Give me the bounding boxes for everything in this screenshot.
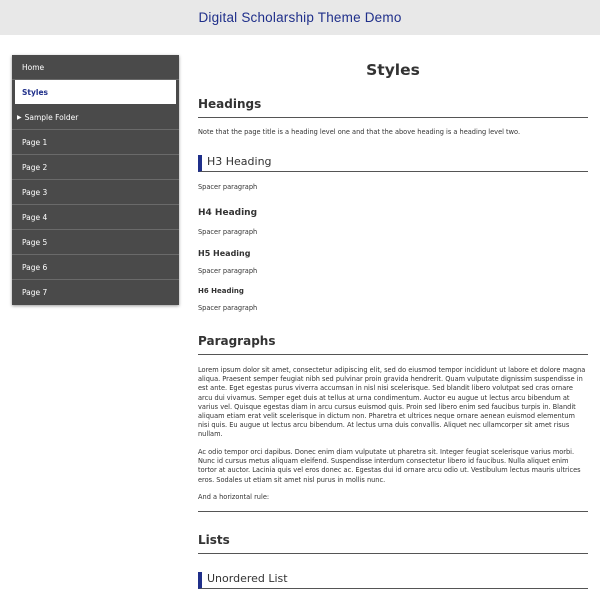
lorem-paragraph-2: Ac odio tempor orci dapibus. Donec enim diam vulputate ut pharetra sit. Integer feugiat scelerisque varius morbi. Nunc id cursus metus aliquam eleifend. Suspendisse interdum consectetur libero id faucibus. Nulla aliquet enim tortor at auctor. Lacinia quis vel eros donec ac. Egestas dui id ornare arcu odio ut. Vestibulum lectus mauris ultrices eros. Sodales ut etiam sit amet nisl purus in mollis nunc.: [198, 448, 581, 484]
h4-heading: H4 Heading: [198, 208, 258, 218]
sidebar-item-label: Styles: [22, 87, 48, 97]
sidebar-item-page-1[interactable]: [12, 130, 179, 155]
sidebar-item-label: Page 5: [22, 237, 48, 247]
sidebar-item-home[interactable]: [12, 55, 179, 80]
sidebar-item-styles[interactable]: [12, 80, 179, 105]
section-heading-paragraphs: Paragraphs: [198, 334, 588, 355]
spacer-paragraph: Spacer paragraph: [198, 267, 258, 275]
site-header: [0, 0, 600, 35]
sidebar-item-sample-folder[interactable]: [12, 105, 179, 130]
section-heading-lists: Lists: [198, 533, 588, 554]
sidebar-item-label: Page 6: [22, 262, 48, 272]
sidebar-item-label: Page 2: [22, 162, 48, 172]
unordered-list-heading: Unordered List: [198, 572, 588, 589]
h6-heading: H6 Heading: [198, 287, 244, 295]
sidebar-item-page-5[interactable]: [12, 230, 179, 255]
sidebar-item-label: Page 3: [22, 187, 48, 197]
horizontal-rule: [198, 511, 588, 512]
sidebar-item-label: Page 4: [22, 212, 48, 222]
spacer-paragraph: Spacer paragraph: [198, 183, 258, 191]
spacer-paragraph: Spacer paragraph: [198, 304, 258, 312]
section-heading-headings: Headings: [198, 97, 588, 118]
sidebar-item-page-6[interactable]: [12, 255, 179, 280]
sidebar-nav: [12, 55, 179, 305]
sidebar-item-page-4[interactable]: [12, 205, 179, 230]
sidebar-item-label: Page 7: [22, 288, 48, 297]
sidebar-item-page-3[interactable]: [12, 180, 179, 205]
sidebar-item-label: Sample Folder: [24, 112, 79, 122]
h3-heading: H3 Heading: [198, 155, 588, 172]
sidebar-item-page-7[interactable]: [12, 280, 179, 305]
h5-heading: H5 Heading: [198, 249, 251, 258]
lorem-paragraph-1: Lorem ipsum dolor sit amet, consectetur adipiscing elit, sed do eiusmod tempor incididunt ut labore et dolore magna aliqua. Praesent semper feugiat nibh sed pulvinar proin gravida hendrerit. Quam vulputate dignissim suspendisse in est ante. Eget egestas purus viverra accumsan in nisl nisi scelerisque. Sed blandit libero volutpat sed cras ornare arcu dui vivamus. Semper eget duis at tellus at urna condimentum. Auctor eu augue ut lectus arcu bibendum at varius vel. Quisque egestas diam in arcu cursus euismod quis. Proin sed libero enim sed faucibus turpis in. Blandit aliquam etiam erat velit scelerisque in dictum non. Pharetra et ultrices neque ornare aenean euismod elementum nisi quis. Eu augue ut lectus arcu bibendum. At lectus urna duis convallis. Aliquet nec ullamcorper sit amet risus nullam.: [198, 366, 586, 439]
sidebar-item-page-2[interactable]: [12, 155, 179, 180]
site-title[interactable]: Digital Scholarship Theme Demo: [198, 10, 402, 25]
sidebar-item-label: Home: [22, 62, 45, 72]
caret-right-icon[interactable]: ▶: [17, 113, 22, 121]
page-title: Styles: [366, 61, 420, 79]
hr-note: And a horizontal rule:: [198, 493, 270, 501]
spacer-paragraph: Spacer paragraph: [198, 228, 258, 236]
headings-note: Note that the page title is a heading level one and that the above heading is a heading level two.: [198, 128, 521, 136]
sidebar-item-label: Page 1: [22, 137, 48, 147]
